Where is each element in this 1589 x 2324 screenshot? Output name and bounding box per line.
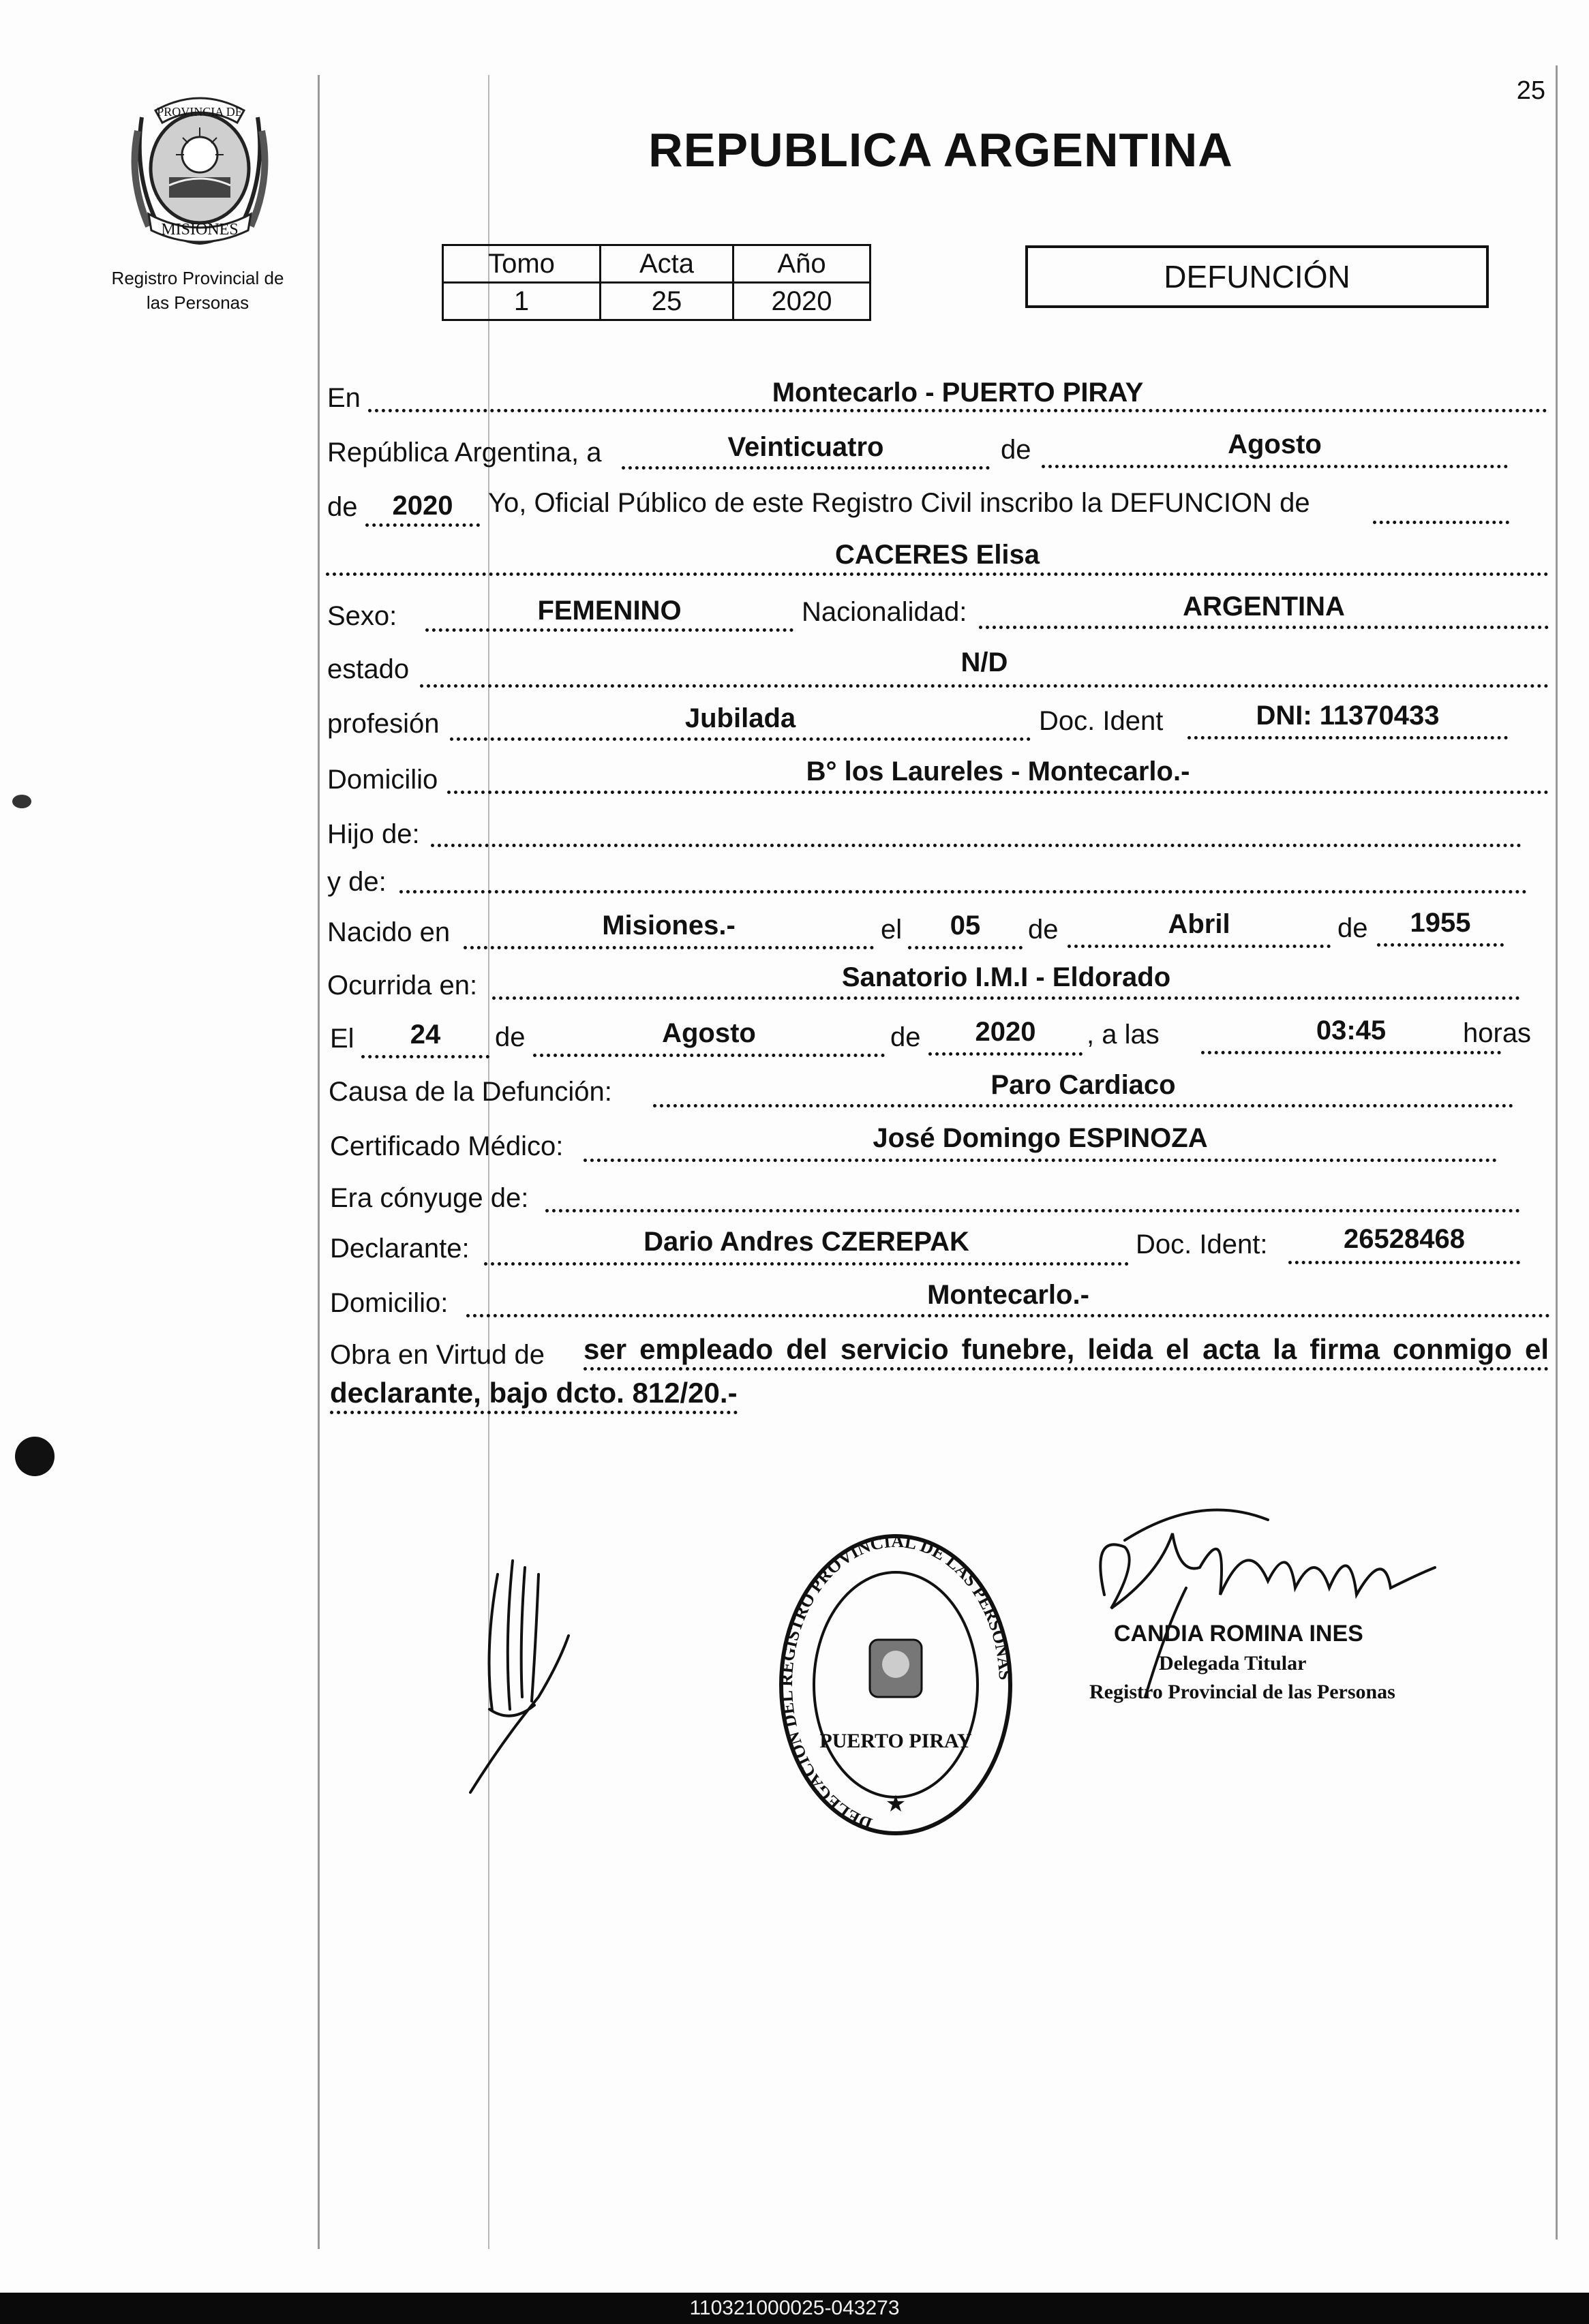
oficial-text: Yo, Oficial Público de este Registro Civil inscribo la DEFUNCION de	[488, 488, 1310, 518]
anio-header: Año	[733, 245, 871, 283]
acta-value: 25	[601, 283, 733, 320]
nacionalidad-value: ARGENTINA	[1183, 592, 1345, 622]
official-office: Registro Provincial de las Personas	[1089, 1681, 1395, 1703]
doc-ident2-label: Doc. Ident:	[1136, 1229, 1268, 1259]
def-mes-value: Agosto	[662, 1018, 756, 1048]
nacido-label: Nacido en	[327, 917, 451, 947]
svg-text:MISIONES: MISIONES	[161, 221, 239, 239]
estado-label: estado	[327, 654, 410, 684]
acta-header: Acta	[601, 245, 733, 283]
estado-value: N/D	[960, 647, 1008, 677]
el-label: El	[330, 1024, 354, 1054]
conyuge-line	[545, 1209, 1520, 1212]
domicilio2-line	[466, 1314, 1550, 1317]
declarant-signature	[402, 1547, 586, 1820]
nacido-el-label: el	[881, 915, 903, 945]
profesion-value: Jubilada	[684, 703, 796, 733]
footer-barcode: 110321000025-043273	[0, 2293, 1589, 2324]
right-margin-line	[1556, 65, 1558, 2239]
svg-text:PROVINCIA DE: PROVINCIA DE	[157, 105, 243, 119]
certificado-label: Certificado Médico:	[330, 1131, 564, 1161]
obra-value-line-2: declarante, bajo dcto. 812/20.-	[330, 1377, 738, 1414]
domicilio-label: Domicilio	[327, 765, 438, 795]
record-table-value-row	[443, 283, 871, 320]
declarante-line	[484, 1262, 1129, 1266]
nac-dia-value: 05	[950, 911, 981, 941]
nacido-en-line	[464, 946, 874, 949]
doc-ident2-value: 26528468	[1344, 1224, 1465, 1254]
scan-mark	[12, 795, 31, 808]
nombre-line	[326, 572, 1549, 576]
obra-label: Obra en Virtud de	[330, 1340, 545, 1370]
mes-value: Agosto	[1228, 429, 1322, 459]
lugar-line	[368, 409, 1547, 412]
declarante-value: Dario Andres CZEREPAK	[644, 1227, 969, 1257]
sexo-value: FEMENINO	[537, 596, 682, 626]
ocurrida-line	[492, 996, 1520, 1000]
dia-letras-value: Veinticuatro	[727, 432, 884, 462]
hora-line	[1201, 1051, 1501, 1054]
nacionalidad-label: Nacionalidad:	[802, 597, 967, 627]
left-margin-line	[318, 75, 320, 2249]
def-anio-line	[928, 1052, 1083, 1056]
a-las-label: , a las	[1087, 1020, 1160, 1050]
ocurrida-label: Ocurrida en:	[327, 970, 478, 1000]
nombre-value: CACERES Elisa	[834, 540, 1040, 570]
record-table-header-row	[443, 245, 871, 283]
nac-mes-value: Abril	[1168, 909, 1230, 939]
registry-name	[82, 266, 314, 315]
horas-label: horas	[1463, 1018, 1532, 1048]
doc-ident-label: Doc. Ident	[1039, 706, 1164, 736]
record-number-table	[442, 244, 871, 321]
nac-mes-line	[1068, 945, 1331, 948]
sexo-label: Sexo:	[327, 601, 397, 631]
seal-star-icon: ★	[885, 1791, 907, 1817]
certificado-line	[584, 1159, 1497, 1162]
de-anio-label: de	[327, 492, 358, 522]
sexo-line	[425, 628, 793, 632]
registry-line-2: las Personas	[146, 292, 249, 313]
doc-ident2-line	[1288, 1261, 1520, 1264]
y-de-line	[399, 890, 1527, 893]
registry-line-1: Registro Provincial de	[111, 268, 284, 288]
seal-inner-text: PUERTO PIRAY	[819, 1730, 972, 1752]
anio-value: 2020	[733, 283, 871, 320]
domicilio-value: B° los Laureles - Montecarlo.-	[806, 756, 1190, 786]
page-title: REPUBLICA ARGENTINA	[648, 123, 1233, 177]
tomo-header: Tomo	[443, 245, 601, 283]
profesion-line	[450, 737, 1031, 741]
official-name: CANDIA ROMINA INES	[1114, 1621, 1363, 1647]
estado-line	[420, 684, 1549, 688]
hora-value: 03:45	[1316, 1015, 1387, 1045]
def-de-label: de	[495, 1022, 526, 1052]
registry-seal	[773, 1531, 1018, 1851]
causa-line	[653, 1104, 1513, 1107]
domicilio2-label: Domicilio:	[330, 1288, 449, 1318]
def-dia-line	[361, 1055, 489, 1058]
domicilio-line	[447, 791, 1549, 794]
hijo-de-label: Hijo de:	[327, 819, 420, 849]
de-label: de	[1001, 435, 1031, 465]
seal-outer-text: DELEGACION DEL REGISTRO PROVINCIAL DE LAS PERSONAS	[776, 1531, 1016, 1835]
certificado-value: José Domingo ESPINOZA	[873, 1123, 1208, 1153]
domicilio2-value: Montecarlo.-	[927, 1280, 1089, 1310]
hijo-de-line	[431, 844, 1522, 847]
en-label: En	[327, 383, 361, 413]
def-anio-value: 2020	[975, 1017, 1036, 1047]
oficial-trailing-line	[1373, 521, 1509, 524]
profesion-label: profesión	[327, 709, 440, 739]
y-de-label: y de:	[327, 867, 387, 897]
nac-dia-line	[908, 946, 1023, 949]
def-dia-value: 24	[410, 1020, 441, 1050]
causa-value: Paro Cardiaco	[990, 1070, 1176, 1100]
official-position: Delegada Titular	[1159, 1652, 1307, 1675]
def-mes-line	[533, 1054, 885, 1057]
record-type-box: DEFUNCIÓN	[1025, 245, 1489, 308]
nacido-en-value: Misiones.-	[602, 911, 736, 941]
page-number: 25	[1516, 76, 1545, 105]
dia-letras-line	[622, 466, 990, 470]
conyuge-label: Era cónyuge de:	[330, 1183, 529, 1213]
causa-label: Causa de la Defunción:	[329, 1077, 612, 1107]
declarante-label: Declarante:	[330, 1234, 470, 1264]
tomo-value: 1	[443, 283, 601, 320]
anio-line	[365, 523, 480, 527]
nac-anio-value: 1955	[1410, 908, 1471, 938]
nac-de-label: de	[1028, 915, 1059, 945]
obra-value-line-1: ser empleado del servicio funebre, leida el acta la firma conmigo el	[584, 1333, 1549, 1371]
nacionalidad-line	[979, 626, 1549, 629]
republica-label: República Argentina, a	[327, 438, 602, 468]
doc-ident-line	[1187, 736, 1508, 739]
punch-hole	[15, 1437, 55, 1476]
anio-value: 2020	[392, 491, 453, 521]
doc-ident-value: DNI: 11370433	[1256, 701, 1440, 731]
lugar-value: Montecarlo - PUERTO PIRAY	[772, 378, 1144, 408]
def-de-anio-label: de	[890, 1022, 921, 1052]
provincia-de-misiones-crest-logo	[128, 90, 271, 245]
mes-line	[1042, 465, 1508, 468]
nac-de-anio-label: de	[1337, 913, 1368, 943]
nac-anio-line	[1377, 943, 1504, 947]
ocurrida-value: Sanatorio I.M.I - Eldorado	[841, 962, 1171, 992]
